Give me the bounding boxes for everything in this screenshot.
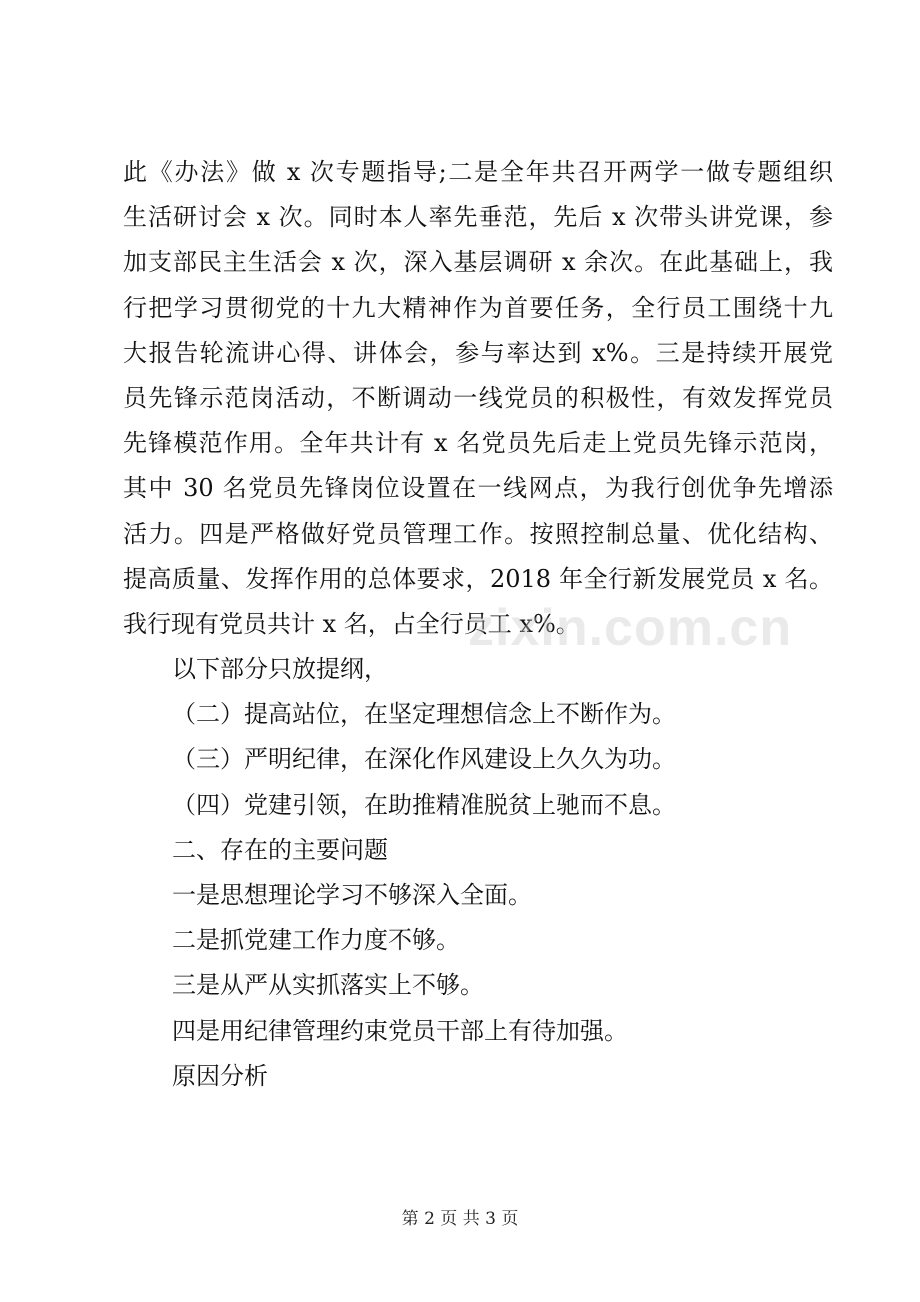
cause-analysis-heading: 原因分析: [172, 1061, 268, 1090]
section-heading-problems: 二、存在的主要问题: [172, 835, 388, 864]
paragraph-line-8: 其中 30 名党员先锋岗位设置在一线网点，为我行创优争先增添: [123, 474, 833, 503]
paragraph-line-7: 先锋模范作用。全年共计有 x 名党员先后走上党员先锋示范岗，: [123, 429, 833, 458]
paragraph-line-1: 此《办法》做 x 次专题指导;二是全年共召开两学一做专题组织: [123, 158, 833, 186]
paragraph-line-9: 活力。四是严格做好党员管理工作。按照控制总量、优化结构、: [123, 519, 833, 548]
paragraph-line-2: 生活研讨会 x 次。同时本人率先垂范，先后 x 次带头讲党课，参: [123, 203, 833, 232]
paragraph-line-5: 大报告轮流讲心得、讲体会，参与率达到 x%。三是持续开展党: [123, 338, 833, 367]
paragraph-line-6: 员先锋示范岗活动，不断调动一线党员的积极性，有效发挥党员: [123, 383, 833, 412]
paragraph-line-11: 我行现有党员共计 x 名，占全行员工 x%。: [123, 609, 580, 638]
problem-item-2: 二是抓党建工作力度不够。: [172, 926, 460, 955]
problem-item-4: 四是用纪律管理约束党员干部上有待加强。: [172, 1016, 628, 1045]
document-body: [123, 150, 833, 1099]
problem-item-3: 三是从严从实抓落实上不够。: [172, 971, 484, 1000]
watermark: zixin.com.cn: [468, 599, 793, 657]
paragraph-line-4: 行把学习贯彻党的十九大精神作为首要任务，全行员工围绕十九: [123, 293, 833, 322]
paragraph-line-10: 提高质量、发挥作用的总体要求，2018 年全行新发展党员 x 名。: [123, 564, 833, 593]
outline-item-4: （四）党建引领，在助推精准脱贫上驰而不息。: [172, 790, 676, 819]
outline-item-3: （三）严明纪律，在深化作风建设上久久为功。: [172, 745, 676, 774]
page-footer: 第 2 页 共 3 页: [401, 1209, 519, 1229]
outline-note: 以下部分只放提纲，: [172, 655, 388, 684]
problem-item-1: 一是思想理论学习不够深入全面。: [172, 881, 532, 909]
outline-item-2: （二）提高站位，在坚定理想信念上不断作为。: [172, 700, 676, 729]
paragraph-line-3: 加支部民主生活会 x 次，深入基层调研 x 余次。在此基础上，我: [123, 248, 833, 277]
